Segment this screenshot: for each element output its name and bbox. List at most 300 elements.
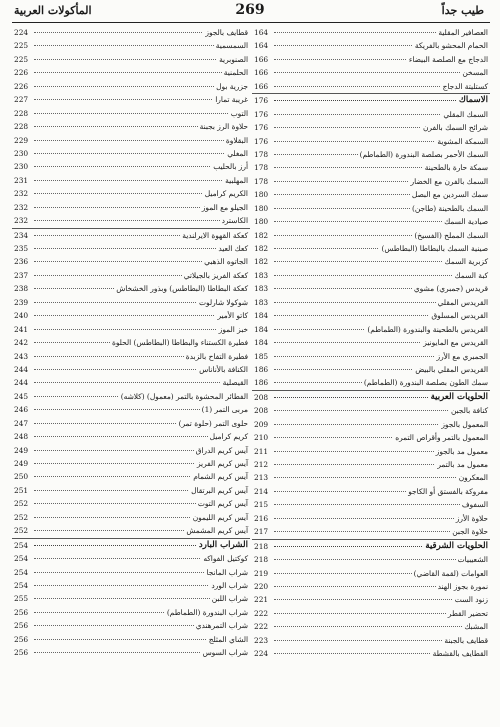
entry-page-number: 184 [254, 338, 269, 348]
entry-page-number: 254 [14, 567, 29, 577]
entry-page-number: 186 [254, 364, 269, 374]
entry-page-number: 178 [254, 163, 269, 173]
entry-title: شراب التمرهندي [194, 619, 248, 632]
index-entry [252, 39, 490, 52]
entry-page-number: 232 [14, 189, 29, 199]
entry-title: فطيرة الكستناء والبطاطا (البطاطس) الحلوة [110, 336, 248, 349]
entry-page-number: 227 [14, 95, 29, 105]
entry-title: حلاوة الأرز [454, 512, 488, 525]
index-entry [252, 647, 490, 660]
running-head-left: المأكولات العربية [14, 4, 92, 17]
index-entry [252, 242, 490, 255]
entry-title: أرز بالحليب [211, 160, 248, 173]
entry-page-number: 176 [254, 123, 269, 133]
entry-title: الدجاج مع الصلصة البيضاء [407, 53, 488, 66]
entry-page-number: 186 [254, 378, 269, 388]
entry-page-number: 219 [254, 568, 269, 578]
index-entry [252, 255, 490, 268]
entry-title: شراب الورد [209, 579, 248, 592]
entry-title: المهلبية [223, 174, 248, 187]
entry-page-number: 247 [14, 418, 29, 428]
index-entry [12, 147, 250, 160]
index-entry [12, 296, 250, 309]
entry-title: معمول مد بالجوز [434, 445, 488, 458]
entry-page-number: 244 [14, 378, 29, 388]
entry-title: كنافة بالجبن [449, 404, 488, 417]
entry-title: التوب [229, 107, 248, 120]
index-entry [12, 269, 250, 282]
entry-page-number: 245 [14, 391, 29, 401]
entry-title: المعكرون [457, 471, 488, 484]
entry-title: القيصلية [221, 376, 248, 389]
entry-page-number: 256 [14, 607, 29, 617]
index-entry [12, 160, 250, 173]
entry-page-number: 254 [14, 580, 29, 590]
index-entry [12, 470, 250, 483]
index-entry [12, 646, 250, 659]
index-entry [252, 634, 490, 647]
entry-page-number: 180 [254, 190, 269, 200]
entry-page-number: 215 [254, 500, 269, 510]
dot-leader [274, 72, 488, 73]
entry-page-number: 224 [14, 28, 29, 37]
index-entry [252, 580, 490, 593]
index-entry [12, 282, 250, 295]
entry-page-number: 166 [254, 81, 269, 91]
entry-title: مربى التمر (1) [200, 403, 248, 416]
index-entry [252, 282, 490, 295]
entry-page-number: 214 [254, 486, 269, 496]
entry-page-number: 225 [14, 41, 29, 51]
entry-title: القطايف بالقشطة [431, 647, 488, 660]
index-entry [252, 229, 490, 242]
entry-title: كبة السمك [453, 269, 488, 282]
entry-title: السفوف [460, 498, 488, 511]
index-entry [252, 135, 490, 148]
index-entry [12, 255, 250, 268]
entry-title: السمك الأحمر بصلصة البندورة (الطماطم) [358, 148, 488, 161]
entry-page-number: 248 [14, 432, 29, 442]
entry-title: القريدس بالطحينة والبندورة (الطماطم) [365, 323, 488, 336]
entry-page-number: 182 [254, 244, 269, 253]
entry-title: خبز الموز [217, 323, 248, 336]
index-entry [252, 175, 490, 188]
entry-title: الصنوبرية [217, 53, 248, 66]
entry-title: آيس كريم البرتقال [189, 484, 248, 497]
entry-title: البقلاوة [224, 134, 248, 147]
index-entry [12, 403, 250, 416]
index-entry [252, 620, 490, 633]
entry-page-number: 229 [14, 135, 29, 145]
index-entry [252, 148, 490, 161]
entry-page-number: 220 [254, 581, 269, 591]
section-heading-row [252, 94, 490, 107]
entry-title: كريم كراميل [208, 430, 248, 443]
entry-page-number: 176 [254, 136, 269, 146]
entry-page-number: 236 [14, 257, 29, 267]
entry-title: سمك السردين مع البصل [410, 188, 488, 201]
entry-title: حلوى التمر (حلوة تمر) [177, 417, 248, 430]
entry-page-number: 218 [254, 555, 269, 565]
index-entry [252, 363, 490, 376]
entry-title: كعك العيد [216, 242, 248, 255]
entry-title: الفطائر المحشوة بالتمر (معمول) (كلاشه) [119, 390, 248, 403]
index-entry [12, 484, 250, 497]
dot-leader [34, 59, 248, 60]
entry-page-number: 218 [254, 541, 269, 551]
index-entry [252, 309, 490, 322]
index-entry [12, 417, 250, 430]
entry-page-number: 249 [14, 445, 29, 455]
index-entry [12, 242, 250, 255]
entry-page-number: 209 [254, 419, 269, 429]
index-entry [12, 606, 250, 619]
index-entry [252, 108, 490, 121]
index-entry [12, 566, 250, 579]
entry-page-number: 208 [254, 406, 269, 416]
index-entry [12, 214, 250, 228]
dot-leader [34, 140, 248, 141]
running-head-right: طيب جداً [441, 4, 484, 17]
entry-page-number: 230 [14, 162, 29, 172]
entry-title: آيس كريم الشمام [191, 470, 248, 483]
entry-title: جزرية بول [214, 80, 248, 93]
entry-page-number: 210 [254, 433, 269, 443]
entry-page-number: 244 [14, 364, 29, 374]
index-entry [12, 511, 250, 524]
index-entry [252, 188, 490, 201]
entry-page-number: 250 [14, 472, 29, 482]
entry-title: السمك بالطحينة (طاجن) [410, 202, 488, 215]
entry-page-number: 234 [14, 230, 29, 240]
entry-page-number: 180 [254, 217, 269, 227]
index-entry [12, 592, 250, 605]
index-entry [12, 350, 250, 363]
entry-page-number: 222 [254, 622, 269, 632]
dot-leader [34, 153, 248, 154]
index-entry [12, 390, 250, 403]
entry-title: كزبرية السمك [443, 255, 489, 268]
entry-page-number: 254 [14, 540, 29, 550]
entry-page-number: 166 [254, 54, 269, 64]
entry-title: المعمول بالتمر وأقراص التمره [393, 431, 488, 444]
index-entry [12, 497, 250, 510]
page-number: 269 [235, 2, 265, 18]
page-header [0, 0, 500, 22]
entry-title: الحمام المحشو بالفريكة [413, 39, 488, 52]
entry-page-number: 217 [254, 527, 269, 537]
entry-title: الكاسترد [220, 214, 248, 227]
index-entry [12, 633, 250, 646]
entry-title: قريدس (جمبري) مشوي [412, 282, 488, 295]
entry-page-number: 231 [14, 175, 29, 185]
entry-title: المسخن [460, 66, 488, 79]
entry-title: آيس كريم التوت [196, 497, 248, 510]
entry-title: الكريم كراميل [203, 187, 248, 200]
entry-title: القريدس المسلوق [429, 309, 488, 322]
index-entry [12, 80, 250, 93]
index-entry [252, 53, 490, 66]
entry-page-number: 232 [14, 202, 29, 212]
entry-page-number: 183 [254, 270, 269, 280]
index-entry [252, 471, 490, 484]
index-entry [12, 134, 250, 147]
entry-title: شوكولا شارلوت [197, 296, 248, 309]
entry-title: سمكة حارة بالطحينة [423, 161, 488, 174]
entry-title: سمك الطون بصلصة البندورة (الطماطم) [362, 376, 488, 389]
entry-page-number: 178 [254, 149, 269, 159]
entry-title: آيس كريم الفريز [195, 457, 248, 470]
entry-page-number: 256 [14, 648, 29, 658]
entry-page-number: 252 [14, 526, 29, 536]
index-entry [12, 336, 250, 349]
entry-page-number: 252 [14, 512, 29, 522]
index-entry [12, 93, 250, 106]
entry-title: حلاوة الجبن [450, 525, 488, 538]
entry-page-number: 216 [254, 513, 269, 523]
entry-page-number: 239 [14, 297, 29, 307]
index-entry [252, 215, 490, 228]
section-heading-row [252, 391, 490, 404]
entry-title: الجمبري مع الأرز [435, 350, 488, 363]
entry-page-number: 182 [254, 230, 269, 240]
index-entry [12, 430, 250, 443]
index-entry [12, 174, 250, 187]
entry-title: السمكة المشوية [435, 135, 488, 148]
entry-page-number: 184 [254, 311, 269, 321]
entry-page-number: 255 [14, 594, 29, 604]
index-entry [252, 323, 490, 336]
entry-page-number: 185 [254, 351, 269, 361]
entry-page-number: 240 [14, 311, 29, 321]
index-entry [12, 363, 250, 376]
entry-page-number: 251 [14, 485, 29, 495]
dot-leader [34, 382, 248, 383]
entry-page-number: 252 [14, 499, 29, 509]
entry-page-number: 256 [14, 634, 29, 644]
dot-leader [274, 504, 488, 505]
entry-page-number: 211 [254, 446, 269, 456]
entry-title: آيس كريم الدراق [194, 444, 248, 457]
index-entry [252, 567, 490, 580]
index-entry [12, 376, 250, 389]
entry-title: الجيلو مع الموز [200, 201, 248, 214]
entry-title: القريدس المقلي [436, 296, 488, 309]
index-entry [12, 66, 250, 79]
entry-title: كعكة القهوة الايرلندية [180, 229, 248, 242]
entry-title: كستليتة الدجاج [441, 80, 488, 93]
entry-title: كاتو الأمير [215, 309, 248, 322]
index-entry [12, 107, 250, 120]
entry-page-number: 228 [14, 122, 29, 132]
index-entry [252, 404, 490, 417]
entry-title: السمك المقلي [441, 108, 488, 121]
entry-title: الشاي المثلج [207, 633, 248, 646]
entry-page-number: 183 [254, 284, 269, 294]
entry-page-number: 183 [254, 297, 269, 307]
entry-page-number: 228 [14, 108, 29, 118]
entry-title: الحلمنية [222, 66, 248, 79]
dot-leader [34, 180, 248, 181]
index-entry [12, 120, 250, 133]
entry-title: زنود الست [453, 593, 488, 606]
index-entry [252, 296, 490, 309]
entry-page-number: 254 [14, 554, 29, 564]
entry-title: آيس كريم المشمش [184, 524, 248, 537]
entry-page-number: 226 [14, 68, 29, 78]
entry-title: غريبة تمارا [213, 93, 248, 106]
entry-page-number: 178 [254, 176, 269, 186]
entry-title: تحضير القطر [446, 607, 488, 620]
index-entry [12, 39, 250, 52]
index-entry [252, 593, 490, 606]
entry-page-number: 241 [14, 324, 29, 334]
entry-page-number: 176 [254, 109, 269, 119]
entry-title: المشبك [462, 620, 488, 633]
entry-title: آيس كريم الليمون [191, 511, 248, 524]
index-entry [252, 350, 490, 363]
section-heading: الحلويات العربية [429, 391, 488, 404]
section-heading: الشراب البارد [197, 539, 248, 552]
index-column-right [252, 26, 490, 661]
entry-page-number: 180 [254, 203, 269, 213]
index-entry [252, 80, 490, 94]
entry-title: نمورة بجوز الهند [436, 580, 488, 593]
index-entry [12, 229, 250, 242]
entry-title: العصافير المقلية [436, 26, 488, 39]
entry-title: قطايف بالجوز [203, 26, 248, 39]
entry-page-number: 176 [254, 96, 269, 106]
entry-page-number: 184 [254, 324, 269, 334]
index-entry [12, 457, 250, 470]
index-column-left [12, 26, 250, 660]
section-heading: الاسماك [457, 94, 488, 107]
entry-title: كوكتيل الفواكه [201, 552, 248, 565]
entry-title: السمسمية [214, 39, 248, 52]
entry-page-number: 243 [14, 351, 29, 361]
index-entry [12, 579, 250, 592]
index-entry [252, 445, 490, 458]
index-entry [252, 336, 490, 349]
entry-page-number: 225 [14, 54, 29, 64]
entry-title: العوامات (لقمة القاضي) [412, 567, 488, 580]
entry-title: معمول مد بالتمر [435, 458, 488, 471]
index-entry [12, 201, 250, 214]
index-entry [252, 376, 490, 390]
entry-page-number: 235 [14, 244, 29, 253]
entry-page-number: 238 [14, 284, 29, 294]
index-entry [252, 553, 490, 566]
entry-page-number: 164 [254, 41, 269, 51]
section-heading-row [252, 540, 490, 553]
entry-page-number: 222 [254, 608, 269, 618]
index-entry [12, 309, 250, 322]
entry-title: المعمول بالجوز [439, 418, 488, 431]
section-heading: الحلويات الشرقية [423, 540, 488, 553]
entry-page-number: 246 [14, 405, 29, 415]
index-entry [12, 552, 250, 565]
entry-title: صيادية السمك [442, 215, 488, 228]
entry-page-number: 230 [14, 148, 29, 158]
index-entry [12, 444, 250, 457]
index-entry [12, 187, 250, 200]
index-entry [252, 418, 490, 431]
index-entry [252, 269, 490, 282]
entry-title: القريدس المقلي بالبيض [413, 363, 488, 376]
index-entry [252, 161, 490, 174]
index-entry [252, 458, 490, 471]
dot-leader [34, 72, 248, 73]
entry-title: شراب البندورة (الطماطم) [165, 606, 248, 619]
entry-title: كعكة الفريز بالجيلاتي [182, 269, 248, 282]
entry-page-number: 212 [254, 460, 269, 469]
entry-title: كعكة البطاطا (البطاطس) وبذور الخشخاش [114, 282, 248, 295]
entry-title: مفروكة بالفستق أو الكاجو [406, 485, 488, 498]
entry-page-number: 166 [254, 68, 269, 78]
entry-title: السمك بالفرن مع الخضار [409, 175, 488, 188]
entry-page-number: 249 [14, 459, 29, 468]
entry-title: الجاتوه الذهبي [202, 255, 248, 268]
index-entry [12, 53, 250, 66]
entry-title: شراب اللبن [210, 592, 248, 605]
entry-title: قطايف بالجبنة [442, 634, 488, 647]
index-entry [252, 121, 490, 134]
entry-page-number: 237 [14, 270, 29, 280]
entry-page-number: 221 [254, 595, 269, 605]
index-entry [252, 431, 490, 444]
entry-title: فطيرة التفاح بالزبدة [184, 350, 248, 363]
entry-page-number: 208 [254, 392, 269, 402]
entry-page-number: 223 [254, 635, 269, 645]
entry-title: شراب السوس [201, 646, 248, 659]
entry-title: القريدس مع المايونيز [421, 336, 488, 349]
entry-page-number: 164 [254, 28, 269, 37]
entry-title: صينية السمك بالبطاطا (البطاطس) [379, 242, 488, 255]
entry-page-number: 256 [14, 621, 29, 631]
entry-page-number: 242 [14, 338, 29, 348]
index-entry [252, 512, 490, 525]
index-entry [252, 202, 490, 215]
section-heading-row [12, 539, 250, 552]
entry-title: السمك المملح (الفسيخ) [412, 229, 488, 242]
entry-title: حلاوة الرز بجبنة [198, 120, 248, 133]
entry-page-number: 182 [254, 257, 269, 267]
index-entry [252, 525, 490, 539]
entry-title: الشعيبيات [456, 553, 488, 566]
dot-leader [34, 220, 248, 221]
entry-page-number: 224 [254, 649, 269, 659]
entry-page-number: 213 [254, 473, 269, 483]
index-entry [12, 323, 250, 336]
entry-page-number: 226 [14, 81, 29, 91]
entry-title: المغلي [225, 147, 248, 160]
index-entry [252, 485, 490, 498]
entry-title: الكنافة بالأناناس [197, 363, 248, 376]
dot-leader [34, 113, 248, 114]
entry-title: شراب المانجا [204, 566, 248, 579]
index-entry [252, 66, 490, 79]
index-entry [12, 524, 250, 538]
header-rule [12, 22, 490, 23]
entry-title: شرائح السمك بالفرن [421, 121, 488, 134]
index-entry [252, 26, 490, 39]
index-entry [12, 619, 250, 632]
index-entry [12, 26, 250, 39]
index-entry [252, 498, 490, 511]
entry-page-number: 232 [14, 216, 29, 226]
index-entry [252, 607, 490, 620]
dot-leader [274, 626, 488, 627]
